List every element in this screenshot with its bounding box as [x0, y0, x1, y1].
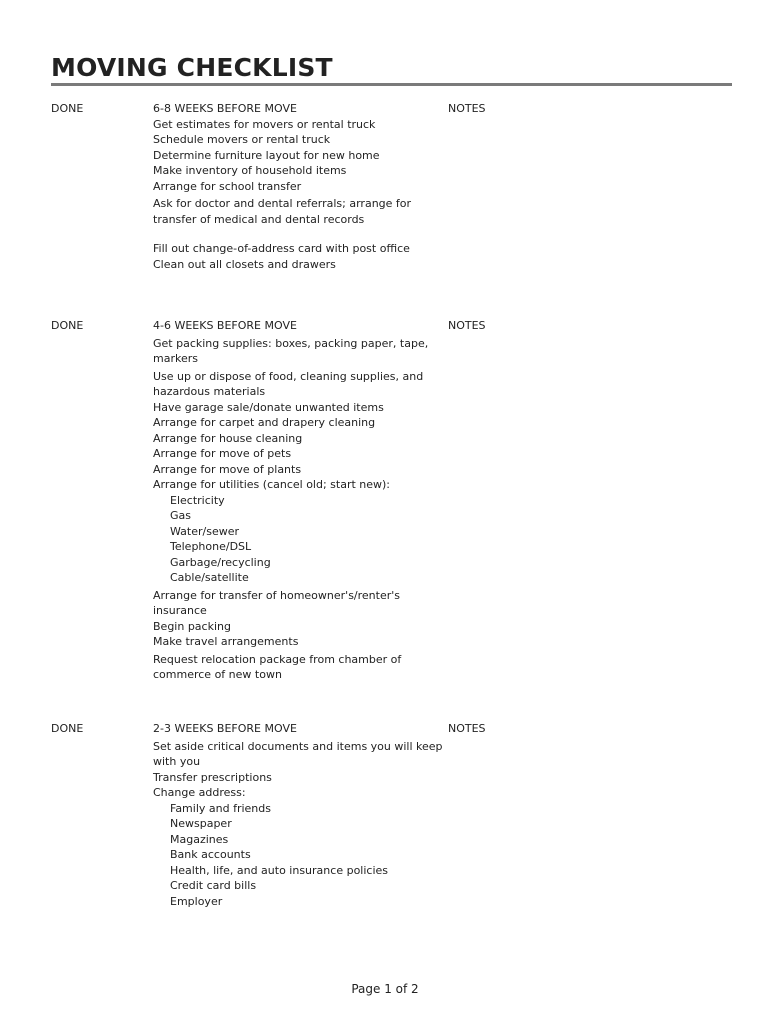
checklist-subitem: Gas: [170, 509, 191, 522]
checklist-item: Ask for doctor and dental referrals; arrange for transfer of medical and dental records: [153, 197, 412, 226]
checklist-item: Make travel arrangements: [153, 635, 299, 648]
checklist-item: Clean out all closets and drawers: [153, 257, 336, 271]
checklist-subitem: Family and friends: [170, 801, 271, 815]
section-heading: 6-8 WEEKS BEFORE MOVE: [153, 102, 297, 115]
checklist-item: Fill out change-of-address card with post office: [153, 242, 410, 255]
done-column-label: DONE: [51, 102, 84, 115]
checklist-item: Schedule movers or rental truck: [153, 133, 331, 146]
checklist-subitem: Water/sewer: [170, 524, 240, 538]
checklist-subitem: Telephone/DSL: [170, 540, 252, 553]
checklist-item: Begin packing: [153, 619, 231, 633]
notes-column-label: NOTES: [448, 319, 486, 332]
checklist-item: Arrange for utilities (cancel old; start new):: [153, 478, 391, 491]
notes-column-label: NOTES: [448, 722, 486, 735]
checklist-item: Request relocation package from chamber of commerce of new town: [153, 652, 402, 681]
checklist-subitem: Magazines: [170, 832, 229, 846]
checklist-item: Determine furniture layout for new home: [153, 148, 380, 162]
title-underline: [51, 83, 732, 86]
page-title: MOVING CHECKLIST: [51, 53, 333, 82]
checklist-item: Arrange for move of plants: [153, 462, 302, 476]
section-heading: 4-6 WEEKS BEFORE MOVE: [153, 319, 297, 332]
checklist-subitem: Health, life, and auto insurance policies: [170, 863, 389, 877]
checklist-item: Change address:: [153, 786, 246, 799]
checklist-subitem: Credit card bills: [170, 879, 257, 892]
checklist-item: Make inventory of household items: [153, 164, 347, 177]
checklist-item: Get estimates for movers or rental truck: [153, 117, 376, 131]
checklist-item: Set aside critical documents and items you will keep with you: [153, 739, 443, 768]
checklist-item: Arrange for carpet and drapery cleaning: [153, 416, 376, 429]
done-column-label: DONE: [51, 319, 84, 332]
checklist-subitem: Electricity: [170, 493, 225, 507]
checklist-subitem: Cable/satellite: [170, 571, 249, 584]
checklist-subitem: Garbage/recycling: [170, 555, 271, 569]
checklist-item: Transfer prescriptions: [153, 770, 272, 784]
checklist-item: Arrange for move of pets: [153, 447, 292, 460]
checklist-subitem: Bank accounts: [170, 848, 251, 861]
checklist: [153, 101, 448, 272]
done-column-label: DONE: [51, 722, 84, 735]
checklist: [153, 721, 448, 909]
checklist-item: Arrange for house cleaning: [153, 431, 303, 445]
checklist-item: Have garage sale/donate unwanted items: [153, 400, 384, 414]
notes-column-label: NOTES: [448, 102, 486, 115]
checklist-item: Arrange for school transfer: [153, 179, 302, 193]
page-number: Page 1 of 2: [351, 982, 419, 996]
checklist-subitem: Employer: [170, 894, 223, 908]
section-heading: 2-3 WEEKS BEFORE MOVE: [153, 722, 297, 735]
checklist: [153, 318, 448, 683]
checklist-item: Get packing supplies: boxes, packing paper, tape, markers: [153, 336, 429, 365]
checklist-item: Use up or dispose of food, cleaning supplies, and hazardous materials: [153, 369, 424, 398]
checklist-item: Arrange for transfer of homeowner's/renter's insurance: [153, 588, 401, 617]
checklist-subitem: Newspaper: [170, 817, 232, 830]
